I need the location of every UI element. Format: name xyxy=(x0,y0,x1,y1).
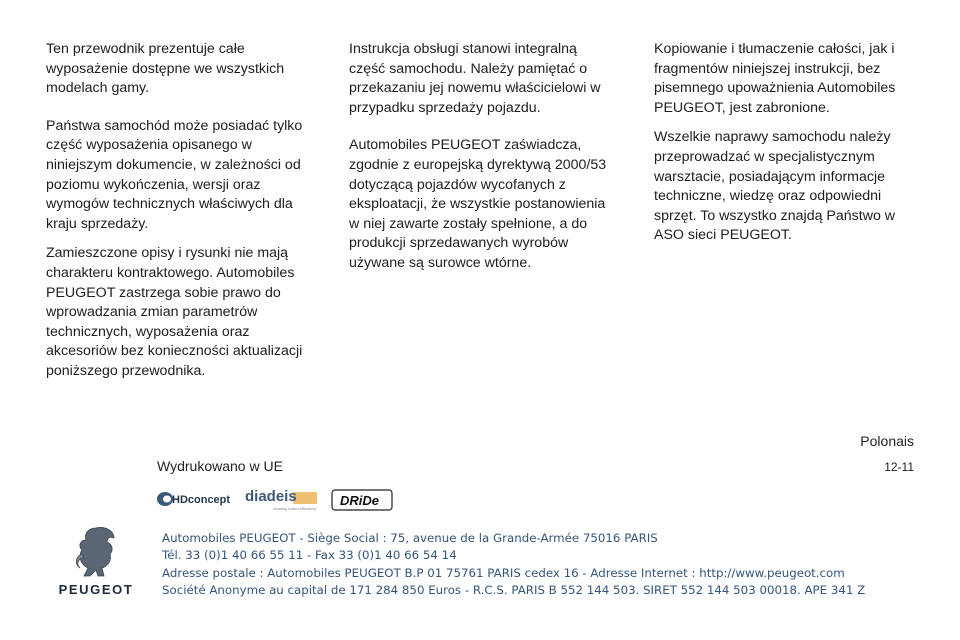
dride-logo-icon xyxy=(331,489,393,511)
language-label: Polonais xyxy=(860,433,914,449)
paragraph-range-equipment: Ten przewodnik prezentuje całe wyposażenie dostępne we wszystkich modelach gamy. xyxy=(46,41,285,97)
column-left xyxy=(46,40,311,392)
paragraph-repairs: Wszelkie naprawy samochodu należy przeprowadzać w specjalistycznym warsztacie, posiadającym informacje techniczne, wiedzę oraz odpowiedni sprzęt. To wszystko znajdą Państwo w ASO sieci PEUGEOT. xyxy=(654,129,896,244)
footer-line-company: Société Anonyme au capital de 171 284 850 Euros - R.C.S. PARIS B 552 144 503. SIRET 552 144 503 00018. APE 341 Z xyxy=(162,583,866,598)
column-right xyxy=(654,40,919,256)
footer-line-postal: Adresse postale : Automobiles PEUGEOT B.P 01 75761 PARIS cedex 16 - Adresse Internet : http://www.peugeot.com xyxy=(162,565,845,580)
partner-logos xyxy=(155,486,400,514)
footer-line-head-office: Automobiles PEUGEOT - Siège Social : 75, avenue de la Grande-Armée 75016 PARIS xyxy=(162,531,658,545)
edition-code: 12-11 xyxy=(884,460,914,474)
paragraph-eu-directive: Automobiles PEUGEOT zaświadcza, zgodnie z europejską dyrektywą 2000/53 dotyczącą pojazdów wycofanych z eksploatacji, że wszystkie postanowienia w niej zawarte zostały spełnione, a do produkcji sprzedawanych wyrobów używane są surowce wtórne. xyxy=(349,137,607,271)
hdconcept-logo-icon xyxy=(155,488,230,510)
printed-in-label: Wydrukowano w UE xyxy=(157,458,283,474)
paragraph-handbook-integral: Instrukcja obsługi stanowi integralną część samochodu. Należy pamiętać o przekazaniu jej nowemu właścicielowi w przypadku sprzedaży pojazdu. xyxy=(349,41,601,116)
diadeis-logo-tagline: creating brand efficiency xyxy=(273,506,317,511)
paragraph-copyright: Kopiowanie i tłumaczenie całości, jak i fragmentów niniejszej instrukcji, bez pisemnego upoważnienia Automobiles PEUGEOT, jest zabronione. xyxy=(654,41,896,116)
diadeis-logo-icon xyxy=(243,486,318,512)
peugeot-wordmark: PEUGEOT xyxy=(58,582,134,597)
diadeis-logo-text: diadeis xyxy=(245,488,297,505)
footer-address xyxy=(162,530,882,600)
column-middle xyxy=(349,40,614,284)
dride-logo-text: DRiDe xyxy=(340,493,380,508)
hdconcept-logo-text: HDconcept xyxy=(172,494,230,506)
paragraph-non-contractual: Zamieszczone opisy i rysunki nie mają charakteru kontraktowego. Automobiles PEUGEOT zastrzega sobie prawo do wprowadzania zmian parametrów technicznych, wyposażenia oraz akcesoriów bez konieczności aktualizacji poniższego przewodnika. xyxy=(46,245,303,379)
footer-line-phone: Tél. 33 (0)1 40 66 55 11 - Fax 33 (0)1 40 66 54 14 xyxy=(162,548,457,563)
paragraph-partial-equipment: Państwa samochód może posiadać tylko część wyposażenia opisanego w niniejszym dokumencie, w zależności od poziomu wykończenia, wersji oraz wymogów technicznych właściwych dla kraju sprzedaży. xyxy=(46,117,303,232)
